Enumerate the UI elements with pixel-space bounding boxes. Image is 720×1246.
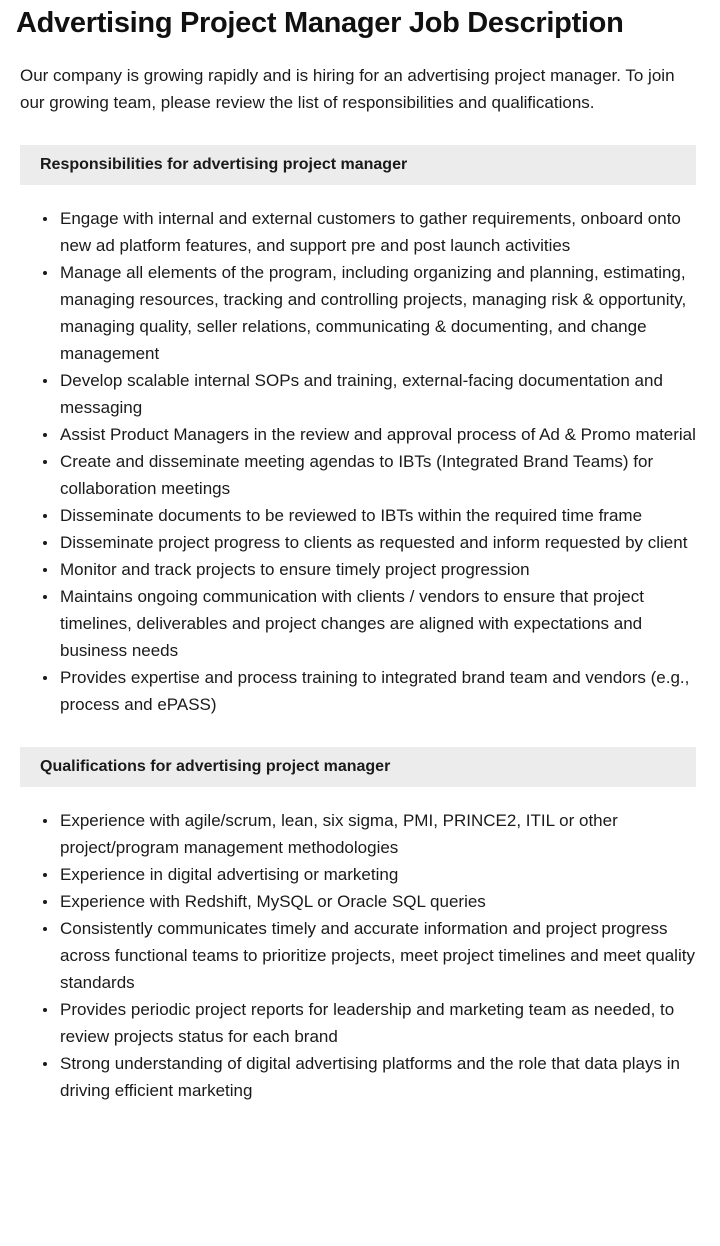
list-item: Create and disseminate meeting agendas to IBTs (Integrated Brand Teams) for collaboration meetings — [0, 448, 696, 502]
responsibilities-header-label: Responsibilities for advertising project manager — [40, 156, 408, 174]
list-item: Disseminate documents to be reviewed to IBTs within the required time frame — [0, 502, 696, 529]
responsibilities-header — [20, 145, 696, 185]
qualifications-header-label: Qualifications for advertising project manager — [40, 758, 391, 776]
responsibilities-list — [0, 185, 720, 718]
intro-paragraph: Our company is growing rapidly and is hiring for an advertising project manager. To join our growing team, please review the list of responsibilities and qualifications. — [20, 66, 675, 113]
list-item: Experience with agile/scrum, lean, six sigma, PMI, PRINCE2, ITIL or other project/program management methodologies — [0, 807, 696, 861]
list-item: Provides expertise and process training to integrated brand team and vendors (e.g., process and ePASS) — [0, 664, 696, 718]
list-item: Provides periodic project reports for leadership and marketing team as needed, to review projects status for each brand — [0, 996, 696, 1050]
qualifications-header — [20, 747, 696, 787]
list-item: Disseminate project progress to clients as requested and inform requested by client — [0, 529, 696, 556]
list-item: Monitor and track projects to ensure timely project progression — [0, 556, 696, 583]
list-item: Maintains ongoing communication with clients / vendors to ensure that project timelines, deliverables and project changes are aligned with expectations and business needs — [0, 583, 696, 664]
list-item: Assist Product Managers in the review and approval process of Ad & Promo material — [0, 421, 696, 448]
list-item: Manage all elements of the program, including organizing and planning, estimating, managing resources, tracking and controlling projects, managing risk & opportunity, managing quality, seller relations, communicating & documenting, and change management — [0, 259, 696, 367]
list-item: Strong understanding of digital advertising platforms and the role that data plays in driving efficient marketing — [0, 1050, 696, 1104]
list-item: Experience with Redshift, MySQL or Oracle SQL queries — [0, 888, 696, 915]
page-title: Advertising Project Manager Job Description — [16, 7, 624, 39]
list-item: Experience in digital advertising or marketing — [0, 861, 696, 888]
list-item: Develop scalable internal SOPs and training, external-facing documentation and messaging — [0, 367, 696, 421]
qualifications-section — [0, 747, 720, 1104]
qualifications-list — [0, 787, 720, 1104]
list-item: Consistently communicates timely and accurate information and project progress across functional teams to prioritize projects, meet project timelines and meet quality standards — [0, 915, 696, 996]
list-item: Engage with internal and external customers to gather requirements, onboard onto new ad platform features, and support pre and post launch activities — [0, 205, 696, 259]
responsibilities-section — [0, 145, 720, 718]
